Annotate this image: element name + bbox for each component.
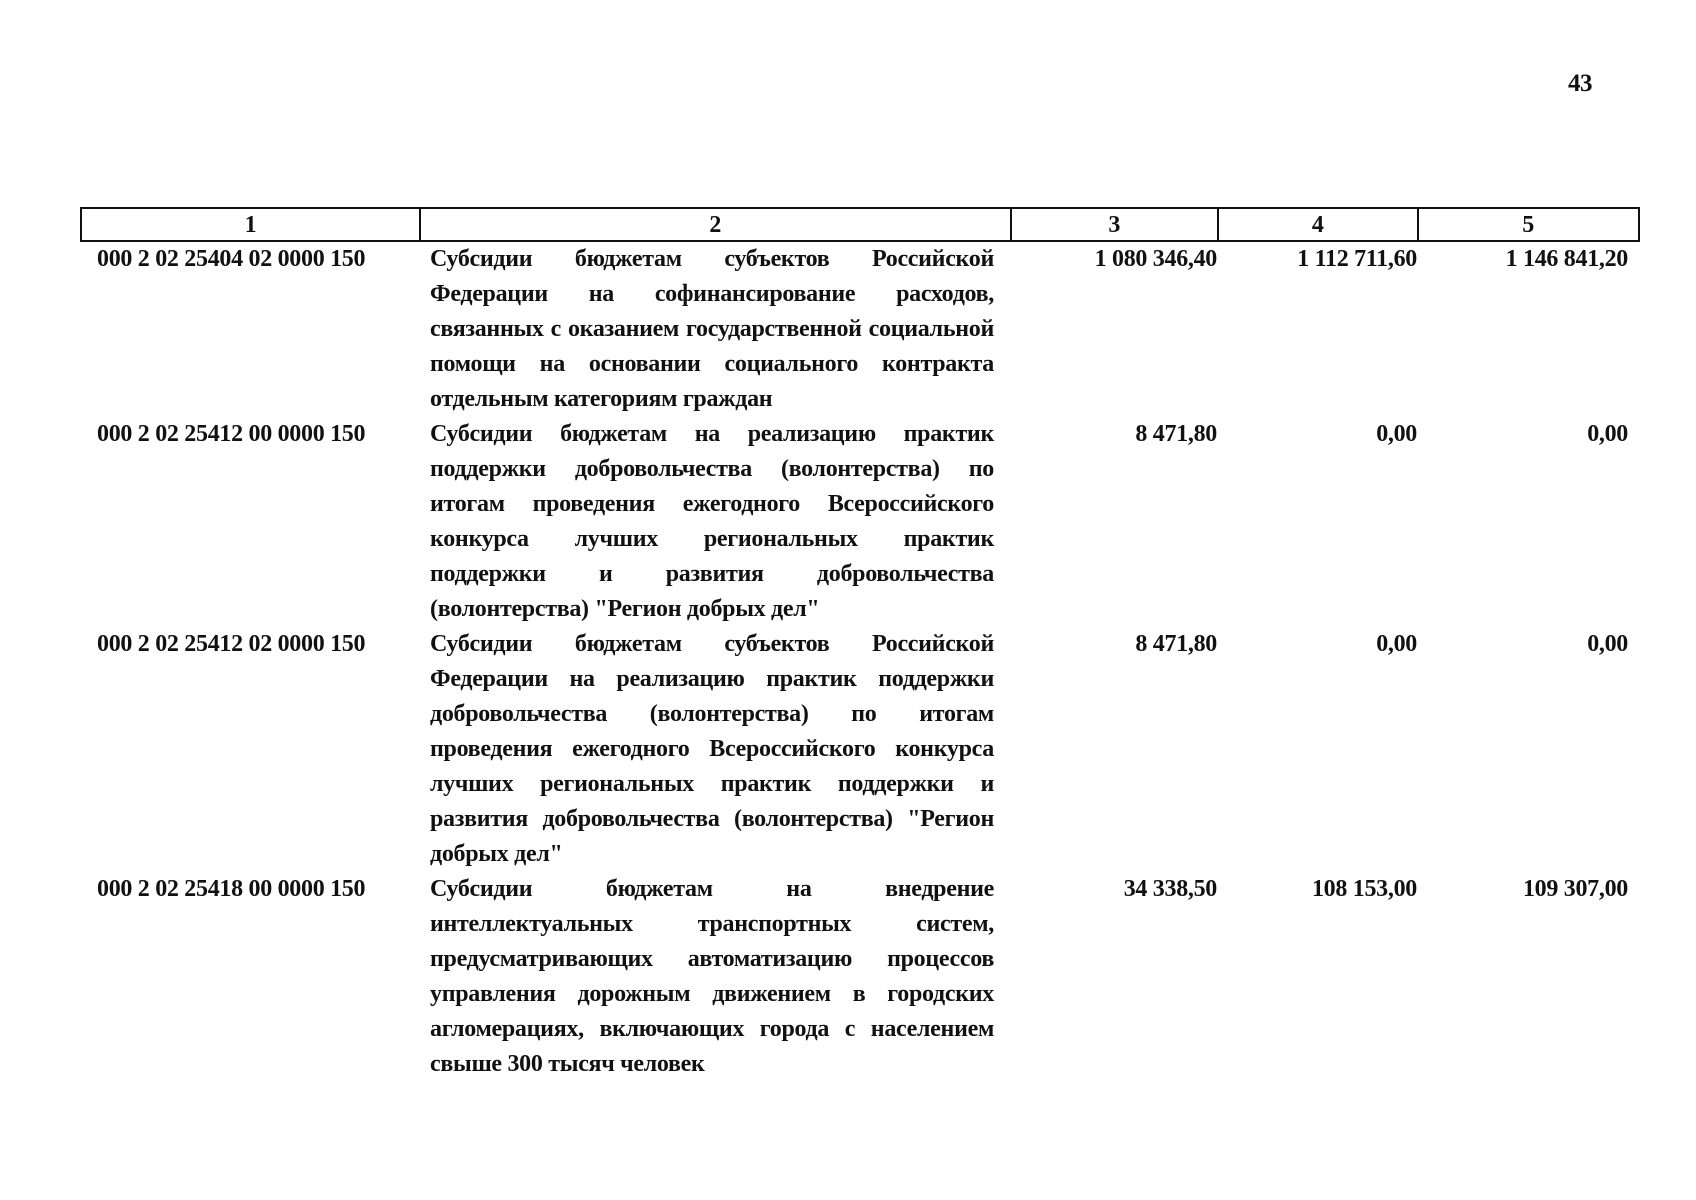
row-description: Субсидии бюджетам на внедрение интеллектуальных транспортных систем, предусматривающих автоматизацию процессов управления дорожным движением в городских агломерациях, включающих города с населением свыше 300 тысяч человек [430, 876, 994, 1077]
amount-col4: 0,00 [1376, 631, 1417, 657]
budget-code: 000 2 02 25418 00 0000 150 [97, 876, 366, 902]
amount-col3: 8 471,80 [1135, 421, 1217, 447]
amount-col5: 0,00 [1587, 631, 1628, 657]
amount-col4: 0,00 [1376, 421, 1417, 447]
table-row [80, 627, 1640, 872]
table-row [80, 872, 1640, 1082]
amount-col3: 1 080 346,40 [1094, 246, 1217, 272]
row-description: Субсидии бюджетам субъектов Российской Федерации на реализацию практик поддержки добровольчества (волонтерства) по итогам проведения ежегодного Всероссийского конкурса лучших региональных практик поддержки и развития добровольчества (волонтерства) "Регион добрых дел" [430, 631, 994, 867]
amount-col3: 8 471,80 [1135, 631, 1217, 657]
page-number: 43 [1568, 70, 1592, 97]
budget-code: 000 2 02 25412 02 0000 150 [97, 631, 366, 657]
header-cell-1: 1 [82, 209, 421, 240]
amount-col4: 108 153,00 [1311, 876, 1417, 902]
budget-code: 000 2 02 25404 02 0000 150 [97, 246, 366, 272]
amount-col4: 1 112 711,60 [1297, 246, 1417, 272]
table-row [80, 242, 1640, 417]
amount-col5: 1 146 841,20 [1505, 246, 1628, 272]
header-cell-3: 3 [1012, 209, 1219, 240]
row-description: Субсидии бюджетам субъектов Российской Федерации на софинансирование расходов, связанных с оказанием государственной социальной помощи на основании социального контракта отдельным категориям граждан [430, 246, 994, 412]
budget-table [80, 207, 1640, 1082]
header-cell-4: 4 [1219, 209, 1418, 240]
header-cell-5: 5 [1522, 212, 1535, 238]
table-row [80, 417, 1640, 627]
amount-col5: 109 307,00 [1522, 876, 1628, 902]
row-description: Субсидии бюджетам на реализацию практик поддержки добровольчества (волонтерства) по итогам проведения ежегодного Всероссийского конкурса лучших региональных практик поддержки и развития добровольчества (волонтерства) "Регион добрых дел" [430, 421, 994, 622]
amount-col3: 34 338,50 [1123, 876, 1217, 902]
header-cell-2: 2 [421, 209, 1011, 240]
table-header-row [80, 207, 1640, 242]
amount-col5: 0,00 [1587, 421, 1628, 447]
budget-code: 000 2 02 25412 00 0000 150 [97, 421, 366, 447]
